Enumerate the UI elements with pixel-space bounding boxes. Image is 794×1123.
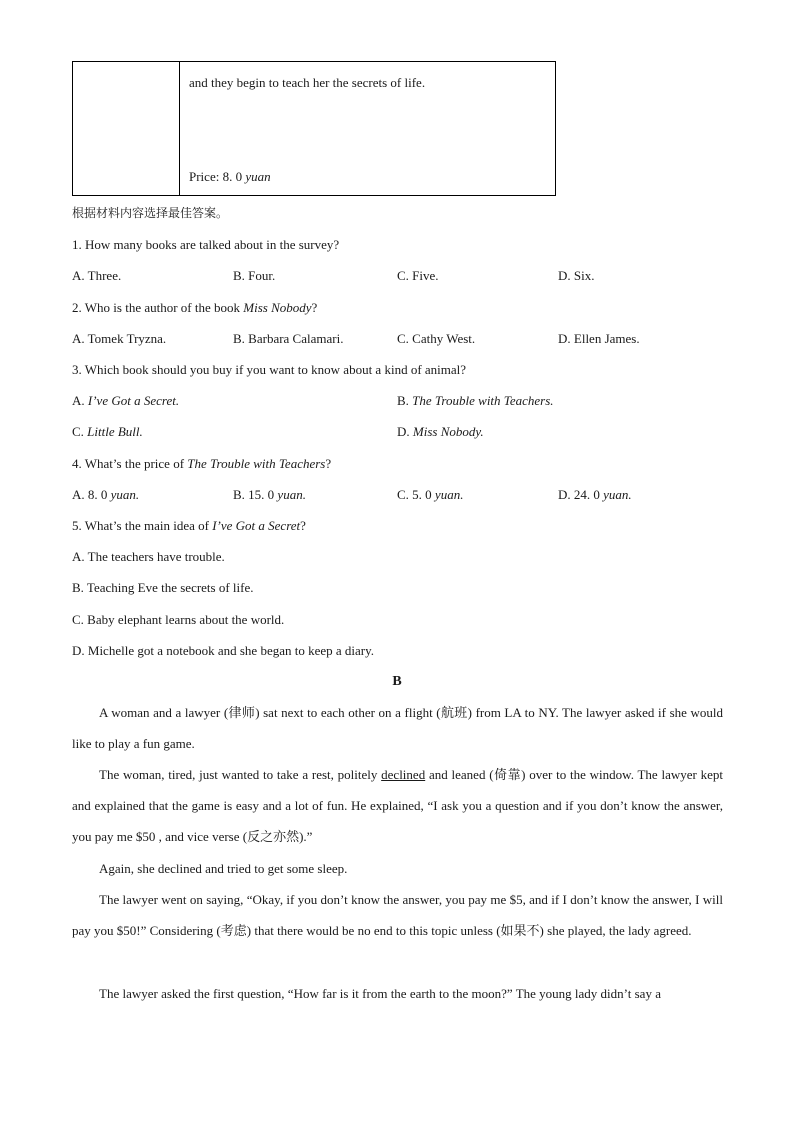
question-2: 2. Who is the author of the book Miss Nobody? (72, 300, 318, 315)
paragraph-4: The lawyer went on saying, “Okay, if you don’t know the answer, you pay me $5, and if I don’t know the answer, I will pay you $50!” Considering (考虑) that there would be no end to this topic unless (如果不) she played, the lady agreed. (72, 892, 723, 938)
paragraph-5: The lawyer asked the first question, “How far is it from the earth to the moon?” The young lady didn’t say a (99, 986, 661, 1001)
table-cell-description (180, 62, 556, 196)
q4-option-d: D. 24. 0 yuan. (558, 487, 632, 502)
question-1: 1. How many books are talked about in the survey? (72, 237, 340, 252)
q2-option-c: C. Cathy West. (397, 331, 476, 346)
q3-option-d: D. Miss Nobody. (397, 424, 484, 439)
question-4: 4. What’s the price of The Trouble with Teachers? (72, 456, 332, 471)
book-table-continued (72, 61, 556, 196)
q1-option-d: D. Six. (558, 268, 595, 283)
q4-option-a: A. 8. 0 yuan. (72, 487, 140, 502)
q3-option-a: A. I’ve Got a Secret. (72, 393, 180, 408)
paragraph-2: The woman, tired, just wanted to take a rest, politely declined and leaned (倚靠) over to the window. The lawyer kept and explained that the game is easy and a lot of fun. He explained, “I ask you a question and if you don’t know the answer, you pay me $50 , and vice verse (反之亦然).” (72, 767, 723, 844)
q1-option-c: C. Five. (397, 268, 439, 283)
question-3: 3. Which book should you buy if you want to know about a kind of animal? (72, 362, 467, 377)
q3-option-c: C. Little Bull. (72, 424, 143, 439)
section-heading: B (392, 674, 402, 689)
paragraph-3: Again, she declined and tried to get some sleep. (99, 861, 348, 876)
q5-option-c: C. Baby elephant learns about the world. (72, 612, 285, 627)
question-5: 5. What’s the main idea of I’ve Got a Secret? (72, 518, 306, 533)
instruction: 根据材料内容选择最佳答案。 (72, 206, 229, 220)
q2-option-a: A. Tomek Tryzna. (72, 331, 167, 346)
paragraph-1: A woman and a lawyer (律师) sat next to each other on a flight (航班) from LA to NY. The lawyer asked if she would like to play a fun game. (72, 705, 723, 751)
q2-option-b: B. Barbara Calamari. (233, 331, 344, 346)
q4-option-c: C. 5. 0 yuan. (397, 487, 464, 502)
q5-option-d: D. Michelle got a notebook and she began to keep a diary. (72, 643, 375, 658)
book-description-text: and they begin to teach her the secrets of life. (189, 75, 426, 90)
q1-option-b: B. Four. (233, 268, 276, 283)
table-cell-empty (73, 62, 180, 196)
q4-option-b: B. 15. 0 yuan. (233, 487, 306, 502)
q5-option-a: A. The teachers have trouble. (72, 549, 225, 564)
q5-option-b: B. Teaching Eve the secrets of life. (72, 580, 254, 595)
q2-option-d: D. Ellen James. (558, 331, 640, 346)
q1-option-a: A. Three. (72, 268, 122, 283)
book-price: Price: 8. 0 yuan (189, 169, 271, 184)
underlined-word: declined (381, 767, 426, 782)
q3-option-b: B. The Trouble with Teachers. (397, 393, 554, 408)
